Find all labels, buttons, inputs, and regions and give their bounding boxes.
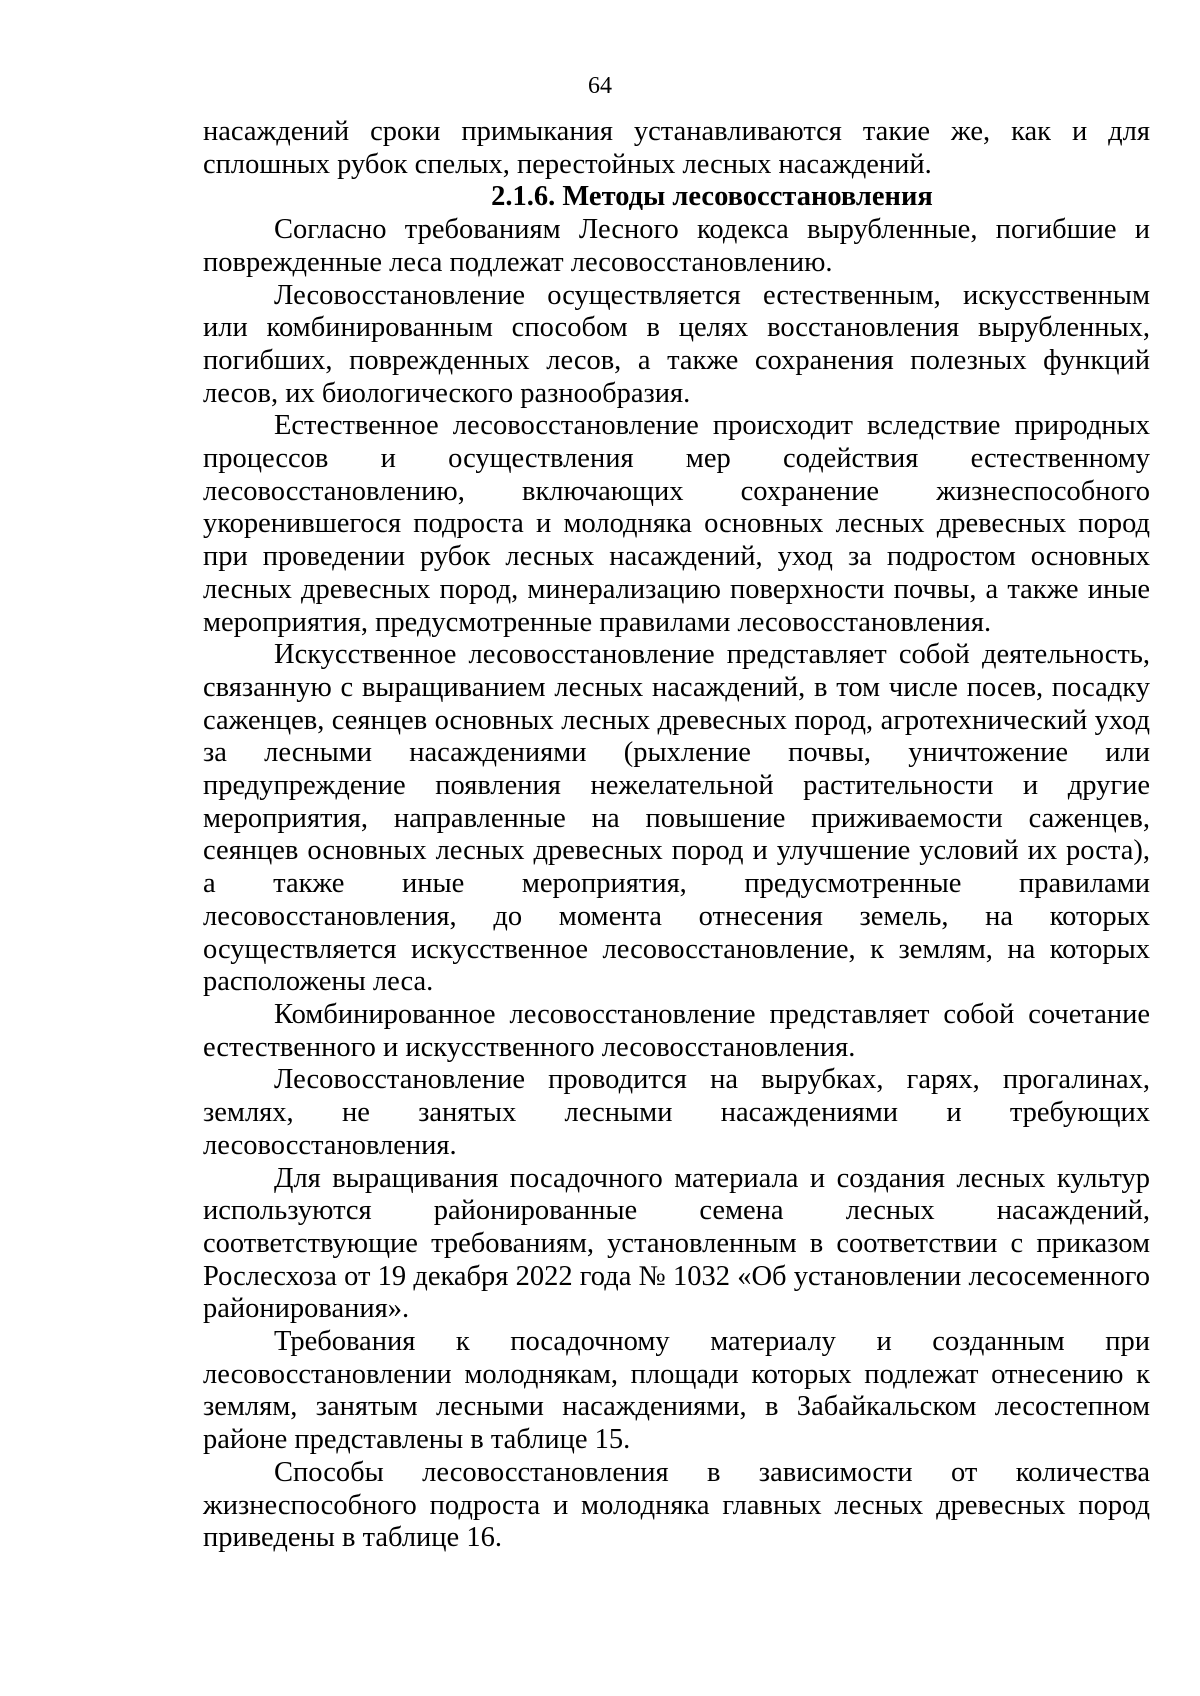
paragraph-7: Для выращивания посадочного материала и создания лесных культур используются районированные семена лесных насаждений, соответствующие требованиям, установленным в соответствии с приказом Рослесхоза от 19 декабря 2022 года № 1032 «Об установлении лесосеменного районирования». — [203, 1162, 1150, 1325]
page-number: 64 — [588, 73, 612, 99]
section-heading: 2.1.6. Методы лесовосстановления — [491, 181, 933, 213]
paragraph-2: Лесовосстановление осуществляется естественным, искусственным или комбинированным способом в целях восстановления вырубленных, погибших, поврежденных лесов, а также сохранения полезных функций лесов, их биологического разнообразия. — [203, 279, 1150, 409]
paragraph-4: Искусственное лесовосстановление представляет собой деятельность, связанную с выращиванием лесных насаждений, в том числе посев, посадку саженцев, сеянцев основных лесных древесных пород, агротехнический уход за лесными насаждениями (рыхление почвы, уничтожение или предупреждение появления нежелательной растительности и другие мероприятия, направленные на повышение приживаемости саженцев, сеянцев основных лесных древесных пород и улучшение условий их роста), а также иные мероприятия, предусмотренные правилами лесовосстановления, до момента отнесения земель, на которых осуществляется искусственное лесовосстановление, к землям, на которых расположены леса. — [203, 639, 1150, 998]
intro-paragraph: насаждений сроки примыкания устанавливаются такие же, как и для сплошных рубок спелых, перестойных лесных насаждений. — [203, 116, 1150, 180]
paragraph-5: Комбинированное лесовосстановление представляет собой сочетание естественного и искусственного лесовосстановления. — [203, 998, 1150, 1063]
paragraph-6: Лесовосстановление проводится на вырубках, гарях, прогалинах, землях, не занятых лесными насаждениями и требующих лесовосстановления. — [203, 1064, 1150, 1161]
paragraph-9: Способы лесовосстановления в зависимости от количества жизнеспособного подроста и молодняка главных лесных древесных пород приведены в таблице 16. — [203, 1456, 1150, 1554]
body-text — [203, 116, 1150, 1555]
paragraph-1: Согласно требованиям Лесного кодекса вырубленные, погибшие и поврежденные леса подлежат лесовосстановлению. — [203, 214, 1150, 278]
paragraph-3: Естественное лесовосстановление происходит вследствие природных процессов и осуществления мер содействия естественному лесовосстановлению, включающих сохранение жизнеспособного укоренившегося подроста и молодняка основных лесных древесных пород при проведении рубок лесных насаждений, уход за подростом основных лесных древесных пород, минерализацию поверхности почвы, а также иные мероприятия, предусмотренные правилами лесовосстановления. — [203, 410, 1150, 638]
paragraph-8: Требования к посадочному материалу и созданным при лесовосстановлении молоднякам, площади которых подлежат отнесению к землям, занятым лесными насаждениями, в Забайкальском лесостепном районе представлены в таблице 15. — [203, 1326, 1150, 1456]
